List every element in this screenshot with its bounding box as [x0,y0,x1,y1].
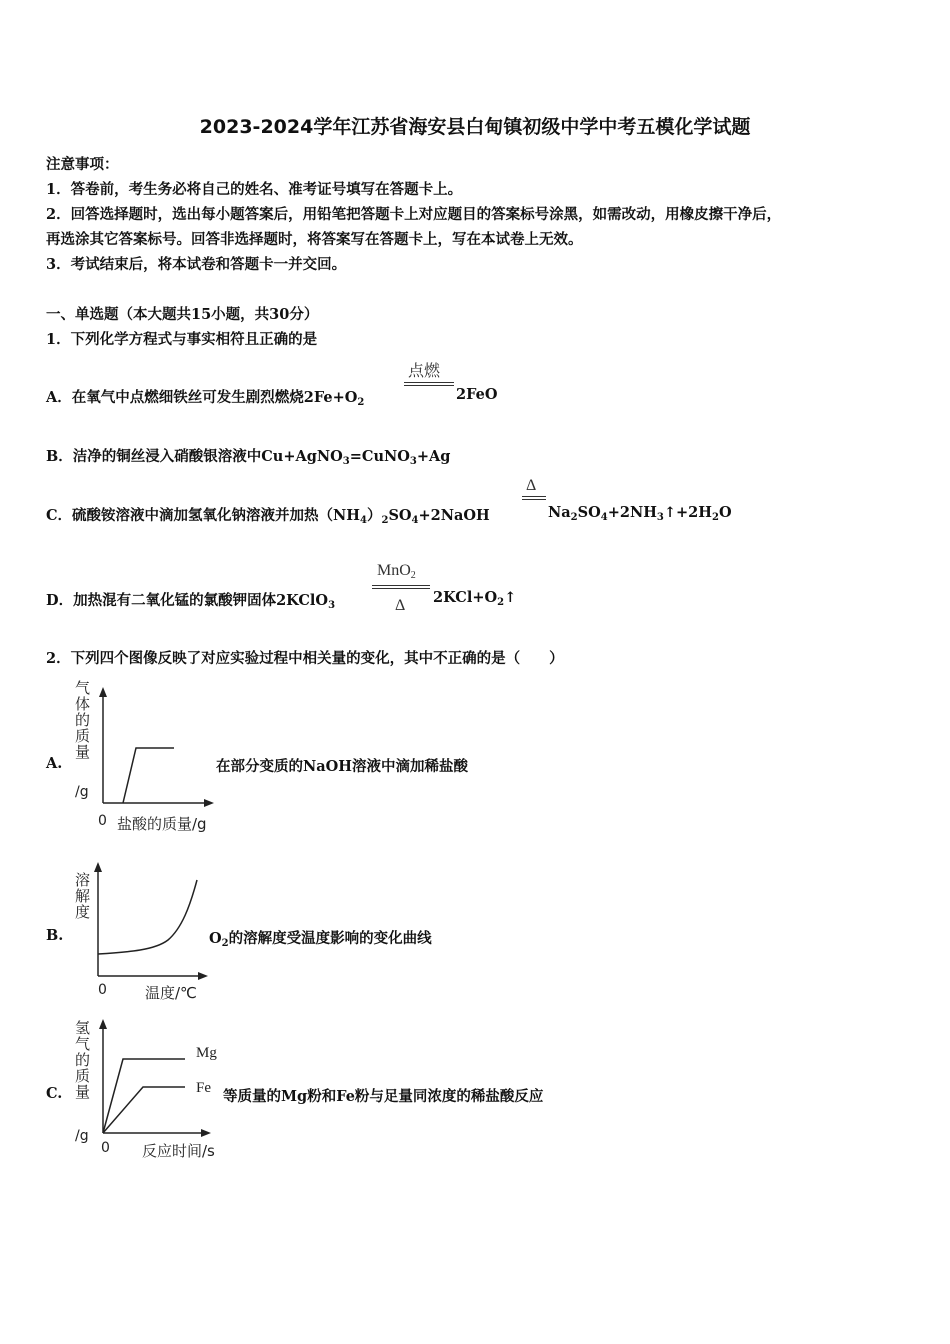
q1-a-condition: 点燃 [408,363,441,380]
q1-a-equals-bottom [404,385,454,386]
notice-item-1: 1．答卷前，考生务必将自己的姓名、准考证号填写在答题卡上。 [46,181,463,198]
q2-a-ylabel: 气体的质量 [73,680,91,760]
page-title: 2023-2024学年江苏省海安县白甸镇初级中学中考五模化学试题 [199,116,751,138]
q1-option-d: D．加热混有二氧化锰的氯酸钾固体2KClO$_3$ [46,592,336,611]
q2-c-fe-label: Fe [196,1080,211,1096]
q2-c-mg-curve [103,1059,185,1133]
q2-c-graph [95,1015,215,1140]
q1-c-condition: Δ [526,477,537,494]
q2-a-yunit: /g [75,784,89,800]
q2-b-origin: 0 [98,982,107,998]
q2-c-y-arrow [99,1019,107,1029]
q2-b-graph [90,858,215,983]
q2-c-fe-curve [103,1087,185,1133]
q2-b-ylabel: 溶解度 [73,872,91,920]
q1-a-label: A．在氧气中点燃细铁丝可发生剧烈燃烧 [46,389,304,406]
q1-d-equals-top [372,585,430,586]
q2-b-x-arrow [198,972,208,980]
q2-b-letter: B. [46,927,64,944]
q1-d-products: $2KCl+O_2↑$ [433,589,517,608]
q2-a-x-arrow [204,799,214,807]
q1-stem: 1．下列化学方程式与事实相符且正确的是 [46,331,318,348]
notice-heading: 注意事项： [46,156,119,173]
q1-c-products: $Na_2SO_4+2NH_3↑+2H_2O$ [548,504,732,523]
q1-a-product: 2FeO [456,386,498,403]
q2-b-y-arrow [94,862,102,872]
q2-c-letter: C. [46,1085,63,1102]
q1-option-b: B．洁净的铜丝浸入硝酸银溶液中Cu+AgNO$_3$=CuNO$_3$+Ag [46,448,451,467]
q2-a-curve [123,748,174,803]
q2-a-desc: 在部分变质的NaOH溶液中滴加稀盐酸 [216,758,468,775]
q2-c-ylabel: 氢气的质量 [73,1020,91,1100]
q1-option-c: C．硫酸铵溶液中滴加氢氧化钠溶液并加热$(NH_4)_2SO_4+2NaOH$ [46,507,490,526]
q2-a-letter: A. [46,755,63,772]
q2-c-mg-label: Mg [196,1045,217,1061]
q2-b-xlabel: 温度/℃ [145,984,197,1002]
q2-b-desc: $O_2$的溶解度受温度影响的变化曲线 [209,930,432,949]
q2-a-graph [90,685,220,810]
q2-c-desc: 等质量的Mg粉和Fe粉与足量同浓度的稀盐酸反应 [223,1088,544,1105]
q1-d-heat: Δ [395,597,406,614]
q1-d-equals-bottom [372,588,430,589]
notice-item-2b: 再选涂其它答案标号。回答非选择题时，将答案写在答题卡上，写在本试卷上无效。 [46,231,583,248]
q2-c-yunit: /g [75,1128,89,1144]
q2-stem: 2．下列四个图像反映了对应实验过程中相关量的变化，其中不正确的是（ ） [46,650,564,667]
notice-item-3: 3．考试结束后，将本试卷和答题卡一并交回。 [46,256,347,273]
q1-c-equals-bottom [522,499,546,500]
q1-a-equals-top [404,382,454,383]
q2-c-xlabel: 反应时间/s [142,1142,215,1160]
q2-a-y-arrow [99,687,107,697]
q2-b-curve [98,880,197,954]
q1-option-a: A．在氧气中点燃细铁丝可发生剧烈燃烧$2Fe+O_2$ [46,389,365,408]
q2-c-origin: 0 [101,1140,110,1156]
notice-item-2a: 2．回答选择题时，选出每小题答案后，用铅笔把答题卡上对应题目的答案标号涂黑，如需改动，用橡皮擦干净后， [46,206,782,223]
q2-a-origin: 0 [98,813,107,829]
section-heading: 一、单选题（本大题共15小题，共30分） [46,306,319,323]
q1-c-equals-top [522,496,546,497]
q2-a-xlabel: 盐酸的质量/g [117,815,207,833]
q1-d-catalyst: MnO$_2$ [377,562,416,581]
q2-c-x-arrow [201,1129,211,1137]
